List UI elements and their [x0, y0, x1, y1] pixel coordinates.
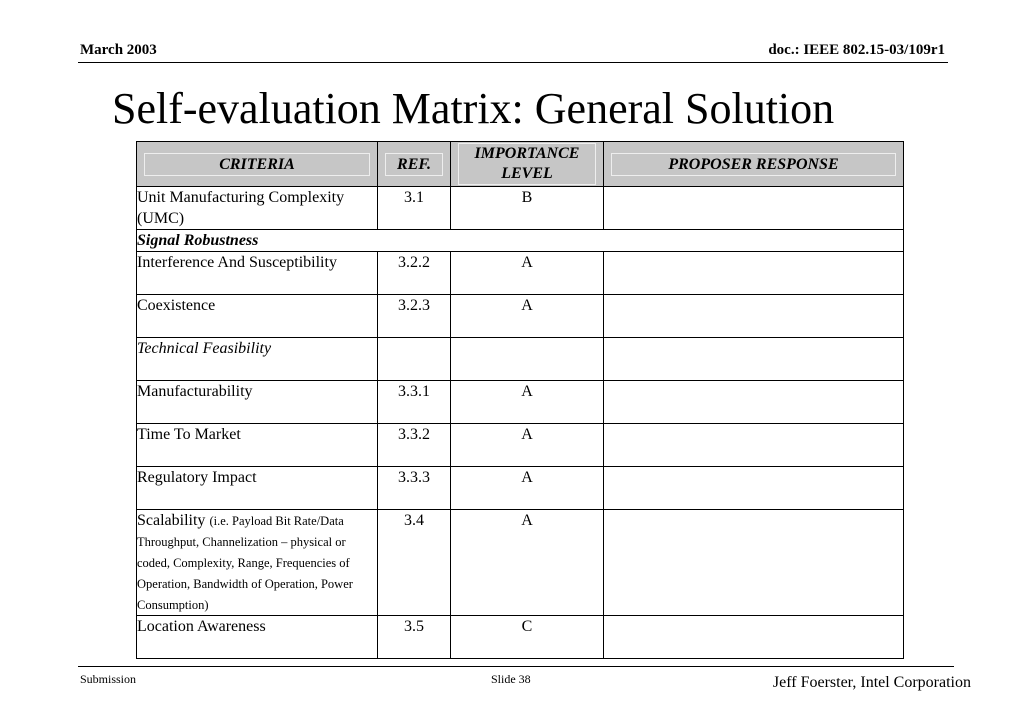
header-doc-id: doc.: IEEE 802.15-03/109r1: [768, 42, 945, 58]
criteria-cell: Coexistence: [137, 295, 378, 338]
level-cell: [451, 338, 604, 381]
level-cell: A: [451, 252, 604, 295]
criteria-label: Scalability: [137, 512, 206, 529]
footer-slide-number: Slide 38: [491, 672, 531, 686]
criteria-cell: Location Awareness: [137, 616, 378, 659]
criteria-cell: Regulatory Impact: [137, 467, 378, 510]
ref-cell: 3.3.1: [378, 381, 451, 424]
response-cell: [604, 187, 904, 230]
ref-cell: 3.3.2: [378, 424, 451, 467]
table-row: [137, 467, 904, 510]
table-row: [137, 424, 904, 467]
ref-cell: 3.1: [378, 187, 451, 230]
footer-submission: Submission: [80, 672, 137, 686]
table-row: [137, 252, 904, 295]
ref-cell: 3.3.3: [378, 467, 451, 510]
section-row: [137, 230, 904, 252]
ref-cell: 3.4: [378, 510, 451, 616]
ref-cell: 3.5: [378, 616, 451, 659]
response-cell: [604, 467, 904, 510]
table-row: [137, 295, 904, 338]
level-cell: A: [451, 295, 604, 338]
header-criteria: CRITERIA: [137, 142, 378, 187]
criteria-cell: Unit Manufacturing Complexity (UMC): [137, 187, 378, 230]
table-row: [137, 616, 904, 659]
level-cell: A: [451, 381, 604, 424]
table-row: [137, 381, 904, 424]
response-cell: [604, 381, 904, 424]
section-label: Signal Robustness: [137, 230, 904, 252]
response-cell: [604, 616, 904, 659]
table-header-row: [137, 142, 904, 187]
criteria-cell: Manufacturability: [137, 381, 378, 424]
header-importance: IMPORTANCE LEVEL: [451, 142, 604, 187]
table-row: [137, 338, 904, 381]
response-cell: [604, 510, 904, 616]
level-cell: B: [451, 187, 604, 230]
self-evaluation-table: [136, 141, 904, 659]
footer-author: Jeff Foerster, Intel Corporation: [772, 674, 971, 691]
ref-cell: [378, 338, 451, 381]
table-row: [137, 187, 904, 230]
level-cell: A: [451, 467, 604, 510]
header-divider: [78, 62, 948, 63]
ref-cell: 3.2.3: [378, 295, 451, 338]
response-cell: [604, 424, 904, 467]
level-cell: A: [451, 510, 604, 616]
criteria-cell: Time To Market: [137, 424, 378, 467]
response-cell: [604, 252, 904, 295]
slide-title: Self-evaluation Matrix: General Solution: [112, 84, 835, 133]
header-ref: REF.: [378, 142, 451, 187]
footer-divider: [78, 666, 954, 667]
level-cell: A: [451, 424, 604, 467]
criteria-cell: [137, 510, 378, 616]
table-row: [137, 510, 904, 616]
criteria-cell: Technical Feasibility: [137, 338, 378, 381]
criteria-cell: Interference And Susceptibility: [137, 252, 378, 295]
level-cell: C: [451, 616, 604, 659]
response-cell: [604, 338, 904, 381]
ref-cell: 3.2.2: [378, 252, 451, 295]
header-response: PROPOSER RESPONSE: [604, 142, 904, 187]
criteria-note: (i.e. Payload Bit Rate/Data Throughput, Channelization – physical or coded, Complexity, Range, Frequencies of Operation, Bandwidth of Operation, Power Consumption): [137, 514, 353, 612]
response-cell: [604, 295, 904, 338]
header-date: March 2003: [80, 42, 157, 58]
